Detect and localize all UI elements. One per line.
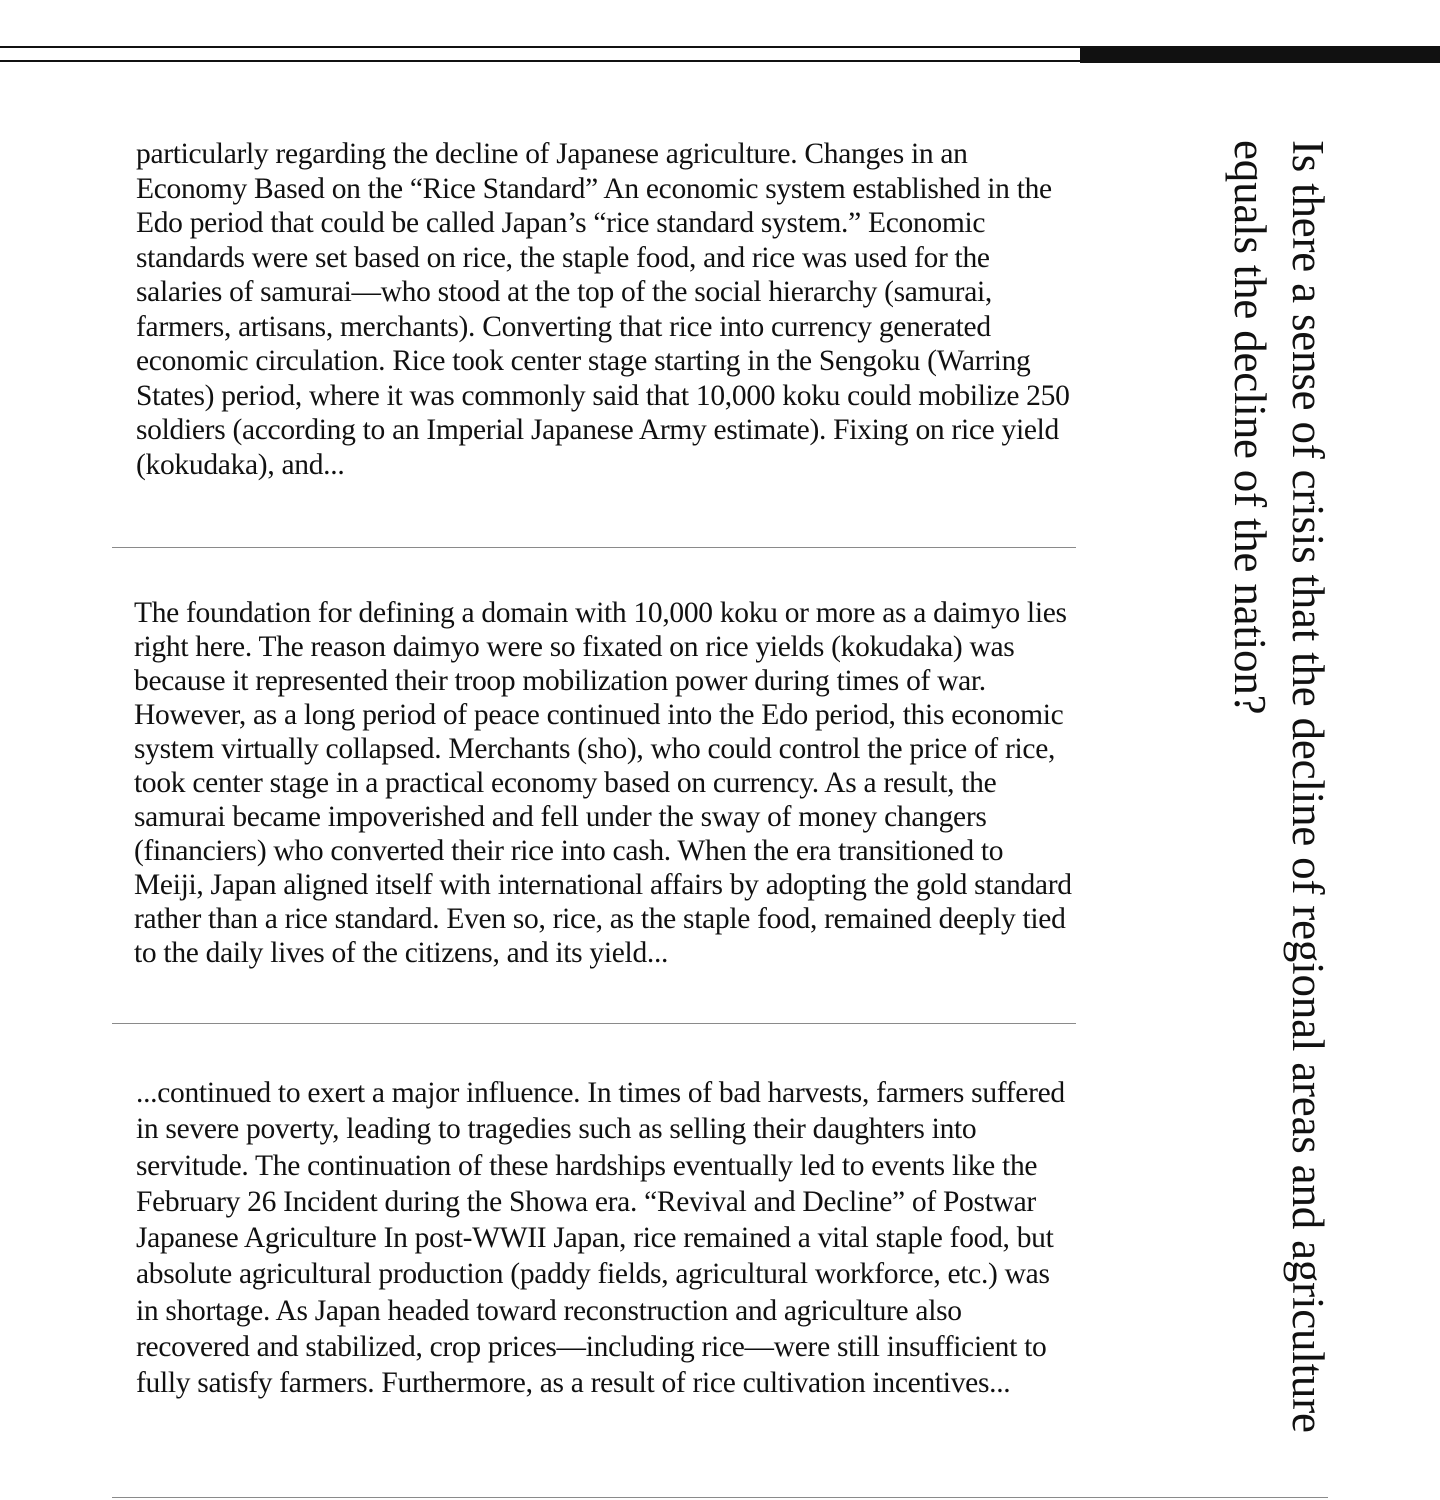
top-rule-thin-lower	[0, 60, 1080, 62]
vertical-headline: Is there a sense of crisis that the decline of regional areas and agriculture equals the decline of the nation?	[1225, 140, 1333, 1433]
section-divider-2	[112, 1023, 1076, 1024]
top-rule-thin-upper	[0, 46, 1080, 48]
section-divider-1	[112, 547, 1076, 548]
body-paragraph-1: particularly regarding the decline of Japanese agriculture. Changes in an Economy Based on the “Rice Standard” An economic system established in the Edo period that could be called Japan’s “rice standard system.” Economic standards were set based on rice, the staple food, and rice was used for the salaries of samurai—who stood at the top of the social hierarchy (samurai, farmers, artisans, merchants). Converting that rice into currency generated economic circulation. Rice took center stage starting in the Sengoku (Warring States) period, where it was commonly said that 10,000 koku could mobilize 250 soldiers (according to an Imperial Japanese Army estimate). Fixing on rice yield (kokudaka), and...	[136, 138, 1070, 481]
top-rule-thick-bar	[1080, 46, 1440, 63]
body-paragraph-3: ...continued to exert a major influence. In times of bad harvests, farmers suffered in severe poverty, leading to tragedies such as selling their daughters into servitude. The continuation of these hardships eventually led to events like the February 26 Incident during the Showa era. “Revival and Decline” of Postwar Japanese Agriculture In post-WWII Japan, rice remained a vital staple food, but absolute agricultural production (paddy fields, agricultural workforce, etc.) was in shortage. As Japan headed toward reconstruction and agriculture also recovered and stabilized, crop prices—including rice—were still insufficient to fully satisfy farmers. Furthermore, as a result of rice cultivation incentives...	[136, 1077, 1065, 1400]
body-paragraph-2: The foundation for defining a domain with 10,000 koku or more as a daimyo lies right here. The reason daimyo were so fixated on rice yields (kokudaka) was because it represented their troop mobilization power during times of war. However, as a long period of peace continued into the Edo period, this economic system virtually collapsed. Merchants (sho), who could control the price of rice, took center stage in a practical economy based on currency. As a result, the samurai became impoverished and fell under the sway of money changers (financiers) who converted their rice into cash. When the era transitioned to Meiji, Japan aligned itself with international affairs by adopting the gold standard rather than a rice standard. Even so, rice, as the staple food, remained deeply tied to the daily lives of the citizens, and its yield...	[134, 597, 1072, 969]
section-divider-3	[112, 1497, 1328, 1498]
